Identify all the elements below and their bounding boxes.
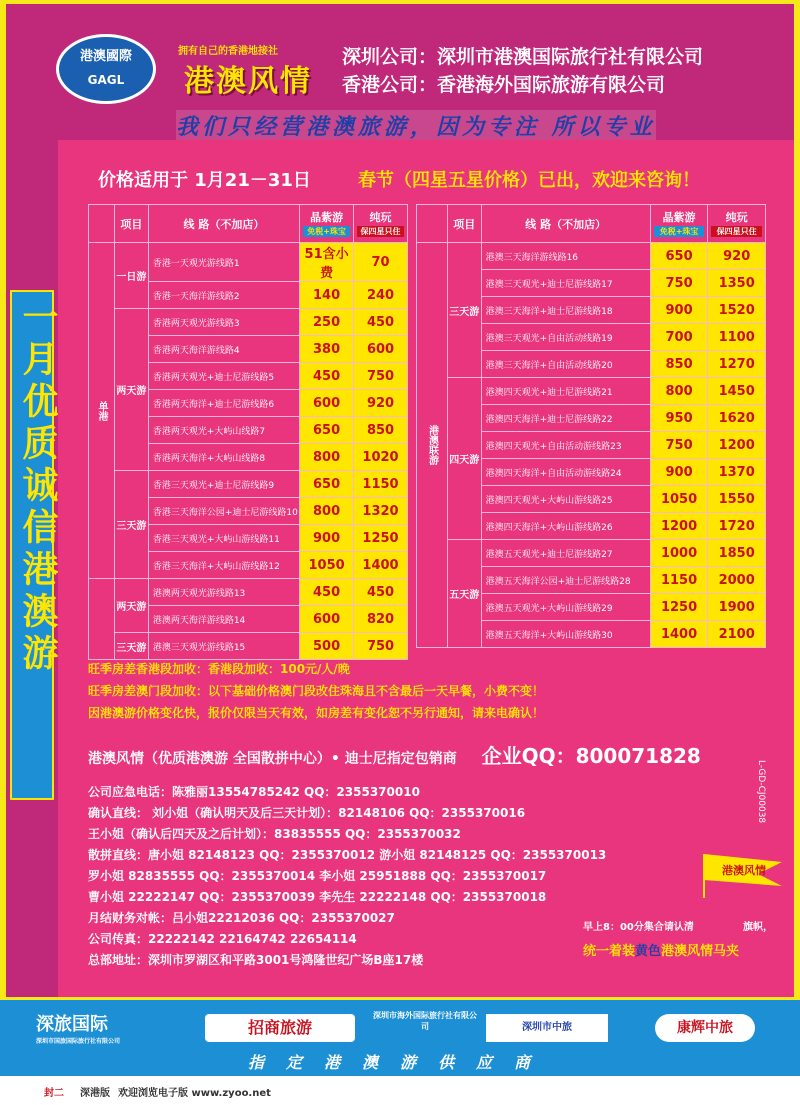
qq-line <box>88 740 701 769</box>
price-b: 1900 <box>708 594 766 621</box>
price-a: 600 <box>300 390 354 417</box>
gather-note-b: 旗帜， <box>743 922 773 933</box>
price-a: 1250 <box>650 594 708 621</box>
flag-icon <box>698 850 784 900</box>
route-name: 香港两天海洋+大屿山线路8 <box>148 444 299 471</box>
price-b: 1270 <box>708 351 766 378</box>
route-name: 香港两天海洋+迪士尼游线路6 <box>148 390 299 417</box>
price-b: 2100 <box>708 621 766 648</box>
left-route-table <box>88 204 408 660</box>
supplier-logo-3: 深圳市海外国际旅行社有限公司 <box>373 1011 477 1031</box>
contact-line: 总部地址：深圳市罗湖区和平路3001号鸿隆世纪广场B座17楼 <box>88 953 424 967</box>
price-b: 820 <box>354 606 408 633</box>
tagline-small: 拥有自己的香港地接社 <box>178 46 278 57</box>
contact-line: 公司传真：22222142 22164742 22654114 <box>88 932 357 946</box>
price-b: 70 <box>354 243 408 282</box>
side-banner <box>10 290 58 800</box>
bottom-bar <box>0 1076 800 1105</box>
price-b: 240 <box>354 282 408 309</box>
price-a: 1000 <box>650 540 708 567</box>
price-a: 1050 <box>650 486 708 513</box>
route-name: 香港三天海洋+大屿山游线路12 <box>148 552 299 579</box>
route-name: 港澳两天海洋游线路14 <box>148 606 299 633</box>
spring-note: 春节（四星五星价格）已出，欢迎来咨询！ <box>358 170 700 191</box>
route-name: 港澳三天观光游线路15 <box>148 633 299 660</box>
header <box>6 4 794 140</box>
duration-cell: 三天游 <box>448 243 482 378</box>
route-name: 港澳四天观光+自由活动游线路23 <box>481 432 650 459</box>
price-b: 1450 <box>708 378 766 405</box>
route-header: 线 路（不加店） <box>481 205 650 243</box>
logo-text: 港澳國際 <box>79 49 132 64</box>
price-b: 1370 <box>708 459 766 486</box>
price-b: 450 <box>354 579 408 606</box>
duration-cell: 三天游 <box>114 633 148 660</box>
right-route-table <box>416 204 766 648</box>
price-b: 750 <box>354 633 408 660</box>
price-a: 1150 <box>650 567 708 594</box>
note-line: 旺季房差澳门段加收：以下基础价格澳门段改住珠海且不含最后一天早餐，小费不变！ <box>88 684 545 698</box>
globe-logo <box>56 34 156 104</box>
price-a: 650 <box>650 243 708 270</box>
price-b: 1520 <box>708 297 766 324</box>
supplier-logo-2: 招商旅游 <box>205 1014 355 1042</box>
price-b: 1250 <box>354 525 408 552</box>
price-a: 600 <box>300 606 354 633</box>
duration-cell: 三天游 <box>114 471 148 579</box>
route-name: 香港两天观光+迪士尼游线路5 <box>148 363 299 390</box>
group-header <box>417 205 448 243</box>
contact-line: 公司应急电话：陈雅丽13554785242 QQ：2355370010 <box>88 785 420 799</box>
price-b: 1200 <box>708 432 766 459</box>
price-b: 750 <box>354 363 408 390</box>
route-name: 港澳五天海洋+大屿山游线路30 <box>481 621 650 648</box>
note-line: 旺季房差香港段加收：香港段加收：100元/人/晚 <box>88 662 350 676</box>
col-b-header: 纯玩 保四星只住 <box>708 205 766 243</box>
price-a: 850 <box>650 351 708 378</box>
logo-sub: GAGL <box>87 73 125 87</box>
contact-line: 曹小姐 22222147 QQ：2355370039 李先生 22222148 QQ：2355370018 <box>88 890 547 904</box>
supplier-logo-4: 深圳市中旅 <box>486 1014 608 1042</box>
price-a: 450 <box>300 363 354 390</box>
route-row <box>89 471 408 498</box>
route-name: 港澳三天观光+迪士尼游线路17 <box>481 270 650 297</box>
price-a: 140 <box>300 282 354 309</box>
price-b: 600 <box>354 336 408 363</box>
contact-line: 王小姐（确认后四天及之后计划）：83835555 QQ：2355370032 <box>88 827 461 841</box>
route-name: 港澳五天观光+迪士尼游线路27 <box>481 540 650 567</box>
route-row <box>89 243 408 282</box>
supplier-footer <box>0 1000 800 1076</box>
brand-name: 港澳风情 <box>184 64 312 99</box>
gather-note: 早上8：00分集合请认清 <box>583 922 694 933</box>
route-name: 港澳三天海洋+自由活动线路20 <box>481 351 650 378</box>
item-header: 项目 <box>448 205 482 243</box>
group-cell-empty <box>89 579 115 660</box>
route-name: 香港两天观光游线路3 <box>148 309 299 336</box>
supplier-logo-1: 深旅国际 深圳市国旅国际旅行社有限公司 <box>36 1014 121 1045</box>
col-b-header: 纯玩 保四星只住 <box>354 205 408 243</box>
route-header: 线 路（不加店） <box>148 205 299 243</box>
route-name: 港澳四天观光+迪士尼游线路21 <box>481 378 650 405</box>
duration-cell: 两天游 <box>114 309 148 471</box>
price-b: 1850 <box>708 540 766 567</box>
price-a: 950 <box>650 405 708 432</box>
col-a-header: 晶紫游 免税+珠宝 <box>650 205 708 243</box>
route-name: 港澳两天观光游线路13 <box>148 579 299 606</box>
price-b: 920 <box>354 390 408 417</box>
price-note: 价格适用于 1月21－31日 <box>98 170 311 191</box>
route-row <box>417 243 766 270</box>
route-name: 香港一天海洋游线路2 <box>148 282 299 309</box>
price-a: 650 <box>300 417 354 444</box>
price-b: 1400 <box>354 552 408 579</box>
price-a: 700 <box>650 324 708 351</box>
col-a-header: 晶紫游 免税+珠宝 <box>300 205 354 243</box>
route-name: 港澳四天海洋+迪士尼游线路22 <box>481 405 650 432</box>
slogan: 我们只经营港澳旅游，因为专注 所以专业 <box>176 110 656 141</box>
notes <box>88 658 544 724</box>
price-b: 1150 <box>354 471 408 498</box>
route-row <box>89 309 408 336</box>
price-a: 650 <box>300 471 354 498</box>
route-name: 香港三天观光+迪士尼游线路9 <box>148 471 299 498</box>
price-a: 1400 <box>650 621 708 648</box>
price-b: 1720 <box>708 513 766 540</box>
price-a: 800 <box>300 444 354 471</box>
price-b: 1100 <box>708 324 766 351</box>
price-a: 500 <box>300 633 354 660</box>
price-a: 250 <box>300 309 354 336</box>
price-b: 1350 <box>708 270 766 297</box>
route-name: 港澳四天观光+大屿山游线路25 <box>481 486 650 513</box>
company-hongkong: 香港公司：香港海外国际旅游有限公司 <box>342 74 666 96</box>
route-name: 香港两天海洋游线路4 <box>148 336 299 363</box>
duration-cell: 两天游 <box>114 579 148 633</box>
flag-text: 港澳风情 <box>722 864 766 877</box>
price-b: 1550 <box>708 486 766 513</box>
qq-line-text: 港澳风情（优质港澳游 全国散拼中心）• 迪士尼指定包销商 <box>88 751 457 767</box>
price-b: 2000 <box>708 567 766 594</box>
edition-label: 深港版 <box>80 1088 110 1099</box>
price-a: 800 <box>650 378 708 405</box>
route-name: 香港两天观光+大屿山线路7 <box>148 417 299 444</box>
price-b: 920 <box>708 243 766 270</box>
contact-line: 散拼直线：唐小姐 82148123 QQ：2355370012 游小姐 82148125 QQ：2355370013 <box>88 848 607 862</box>
route-name: 港澳三天观光+自由活动线路19 <box>481 324 650 351</box>
price-a: 900 <box>300 525 354 552</box>
route-name: 香港三天观光+大屿山游线路11 <box>148 525 299 552</box>
company-shenzhen: 深圳公司：深圳市港澳国际旅行社有限公司 <box>342 46 704 68</box>
price-a: 800 <box>300 498 354 525</box>
price-a: 900 <box>650 459 708 486</box>
group-cell: 港澳联游 <box>417 243 448 648</box>
page-number: 封二 <box>44 1088 64 1099</box>
website-link[interactable]: 欢迎浏览电子版 www.zyoo.net <box>118 1088 271 1099</box>
price-a: 1050 <box>300 552 354 579</box>
main-panel <box>58 140 794 997</box>
route-name: 香港三天海洋公园+迪士尼游线路10 <box>148 498 299 525</box>
supplier-logo-5: 康辉中旅 <box>655 1014 755 1042</box>
route-row <box>89 579 408 606</box>
route-row <box>89 633 408 660</box>
price-a: 1200 <box>650 513 708 540</box>
supplier-caption: 指定港澳游供应商 <box>247 1053 552 1072</box>
price-a: 380 <box>300 336 354 363</box>
price-b: 1320 <box>354 498 408 525</box>
price-b: 450 <box>354 309 408 336</box>
duration-cell: 一日游 <box>114 243 148 309</box>
route-row <box>417 378 766 405</box>
price-a: 450 <box>300 579 354 606</box>
route-row <box>417 540 766 567</box>
route-name: 港澳四天海洋+自由活动游线路24 <box>481 459 650 486</box>
group-header <box>89 205 115 243</box>
price-b: 1020 <box>354 444 408 471</box>
note-line: 因港澳游价格变化快，报价仅限当天有效，如房差有变化恕不另行通知，请来电确认！ <box>88 706 545 720</box>
price-a: 750 <box>650 270 708 297</box>
price-a: 750 <box>650 432 708 459</box>
route-name: 港澳四天海洋+大屿山游线路26 <box>481 513 650 540</box>
route-name: 港澳五天观光+大屿山游线路29 <box>481 594 650 621</box>
side-banner-text: 一月优质诚信港澳游 <box>17 298 58 676</box>
item-header: 项目 <box>114 205 148 243</box>
route-name: 香港一天观光游线路1 <box>148 243 299 282</box>
license-number: L-GD-CJ00038 <box>756 760 766 824</box>
contacts <box>88 782 606 971</box>
contact-line: 确认直线： 刘小姐（确认明天及后三天计划）：82148106 QQ：2355370016 <box>88 806 526 820</box>
price-a: 51含小费 <box>300 243 354 282</box>
uniform-note: 统一着装黄色港澳风情马夹 <box>583 944 740 959</box>
route-name: 港澳三天海洋游线路16 <box>481 243 650 270</box>
group-cell: 单港 <box>89 243 115 579</box>
price-b: 850 <box>354 417 408 444</box>
duration-cell: 五天游 <box>448 540 482 648</box>
route-name: 港澳三天海洋+迪士尼游线路18 <box>481 297 650 324</box>
company-qq: 企业QQ：800071828 <box>481 744 701 768</box>
price-a: 900 <box>650 297 708 324</box>
contact-line: 罗小姐 82835555 QQ：2355370014 李小姐 25951888 QQ：2355370017 <box>88 869 547 883</box>
duration-cell: 四天游 <box>448 378 482 540</box>
contact-line: 月结财务对帐：吕小姐22212036 QQ：2355370027 <box>88 911 395 925</box>
route-name: 港澳五天海洋公园+迪士尼游线路28 <box>481 567 650 594</box>
price-b: 1620 <box>708 405 766 432</box>
